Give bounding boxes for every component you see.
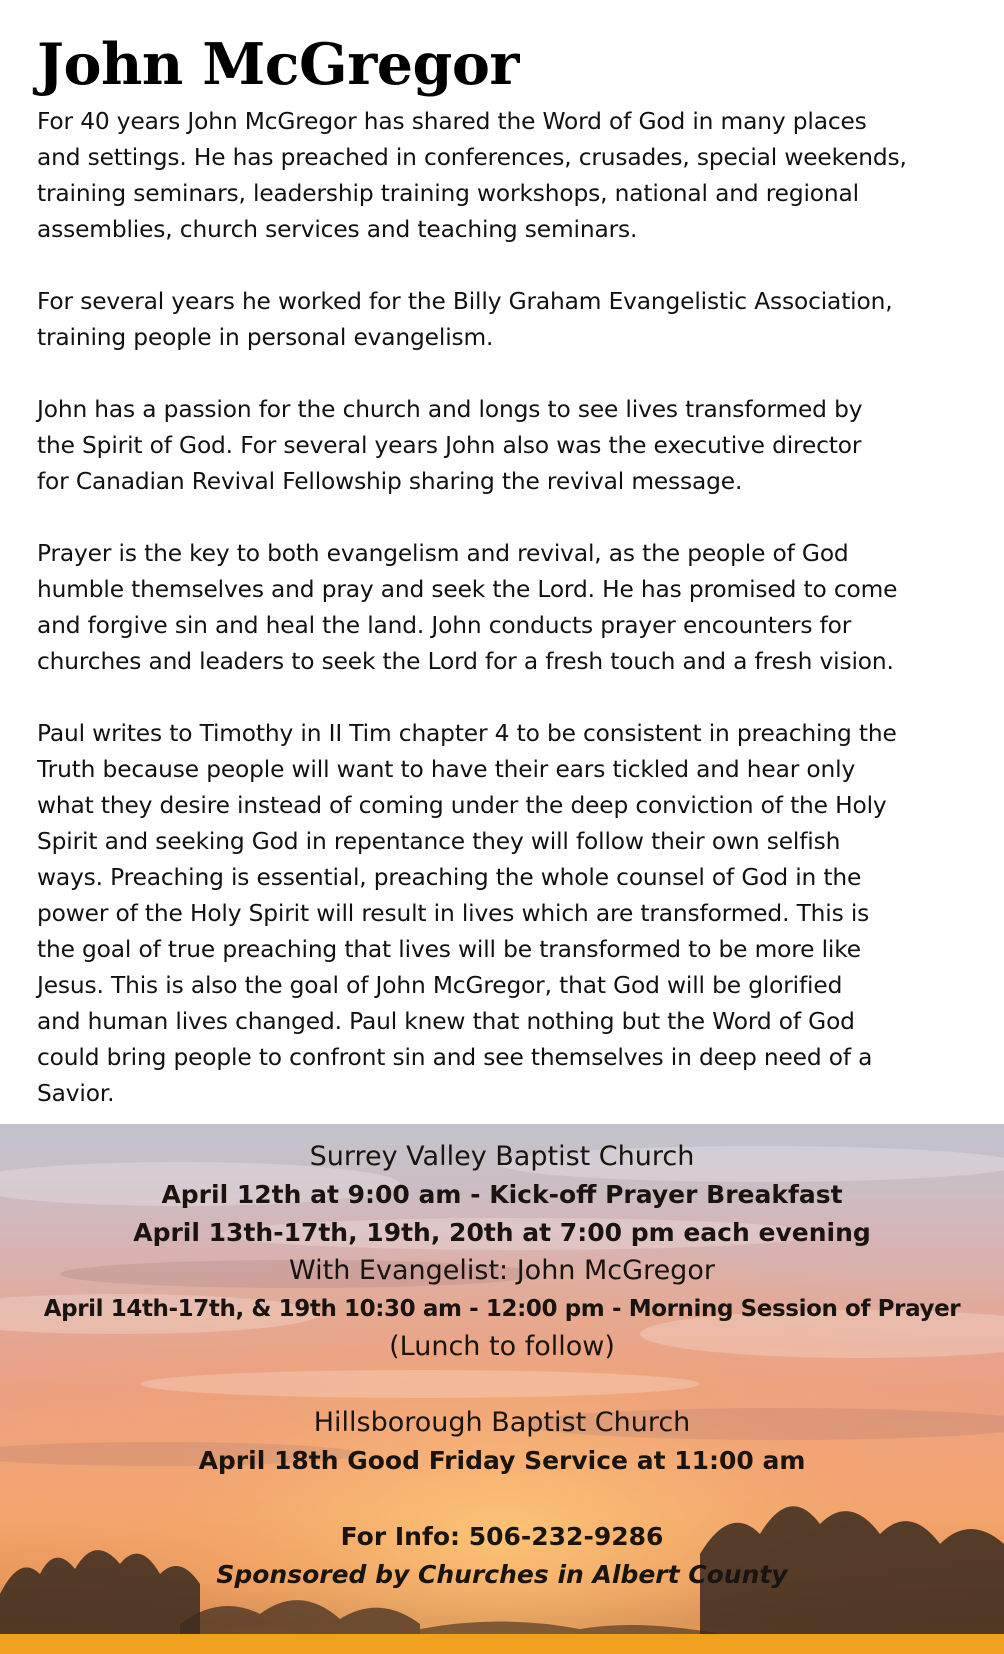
sponsor-line: Sponsored by Churches in Albert County <box>216 1560 788 1589</box>
spacer <box>0 1366 1004 1404</box>
bio-line: Jesus. This is also the goal of John McGregor, that God will be glorified <box>37 972 843 999</box>
bio-line: Prayer is the key to both evangelism and revival, as the people of God <box>37 540 849 567</box>
bio-line: Paul writes to Timothy in II Tim chapter 4 to be consistent in preaching the <box>37 720 897 747</box>
bio-paragraph <box>37 392 997 500</box>
bio-line: assemblies, church services and teaching seminars. <box>37 216 638 243</box>
church-name-2: Hillsborough Baptist Church <box>313 1407 691 1438</box>
bio-line: the Spirit of God. For several years John also was the executive director <box>37 432 862 459</box>
bio-line: what they desire instead of coming under the deep conviction of the Holy <box>37 792 887 819</box>
bio-paragraph <box>37 716 997 1112</box>
spacer <box>0 1480 1004 1518</box>
bio-paragraph <box>37 536 997 680</box>
bio-line: Truth because people will want to have their ears tickled and hear only <box>37 756 856 783</box>
bio-line: the goal of true preaching that lives will be transformed to be more like <box>37 936 861 963</box>
info-phone: For Info: 506-232-9286 <box>340 1522 664 1551</box>
bio-line: and human lives changed. Paul knew that nothing but the Word of God <box>37 1008 855 1035</box>
bio-line: ways. Preaching is essential, preaching the whole counsel of God in the <box>37 864 862 891</box>
bio-line: Spirit and seeking God in repentance they will follow their own selfish <box>37 828 841 855</box>
bio-line: training seminars, leadership training workshops, national and regional <box>37 180 859 207</box>
biography <box>37 104 997 1148</box>
page-title: John McGregor <box>37 31 519 98</box>
lunch-note: (Lunch to follow) <box>389 1331 615 1362</box>
evangelist-name: With Evangelist: John McGregor <box>289 1255 715 1286</box>
bio-line: For several years he worked for the Billy Graham Evangelistic Association, <box>37 288 893 315</box>
church-name: Surrey Valley Baptist Church <box>309 1141 695 1172</box>
bio-line: training people in personal evangelism. <box>37 324 494 351</box>
bio-paragraph <box>37 284 997 356</box>
bio-line: could bring people to confront sin and see themselves in deep need of a <box>37 1044 873 1071</box>
bio-line: Savior. <box>37 1080 115 1107</box>
morning-prayer-sessions: April 14th-17th, & 19th 10:30 am - 12:00 pm - Morning Session of Prayer <box>43 1296 961 1322</box>
bio-line: humble themselves and pray and seek the Lord. He has promised to come <box>37 576 898 603</box>
bio-line: John has a passion for the church and longs to see lives transformed by <box>37 396 863 423</box>
bio-line: and forgive sin and heal the land. John conducts prayer encounters for <box>37 612 852 639</box>
bio-line: churches and leaders to seek the Lord for a fresh touch and a fresh vision. <box>37 648 894 675</box>
bio-line: For 40 years John McGregor has shared the Word of God in many places <box>37 108 867 135</box>
good-friday-service: April 18th Good Friday Service at 11:00 am <box>198 1446 806 1475</box>
bio-line: power of the Holy Spirit will result in lives which are transformed. This is <box>37 900 870 927</box>
horizon-band <box>0 1634 1004 1654</box>
bio-paragraph <box>37 104 997 248</box>
event-details <box>0 1138 1004 1594</box>
breakfast-event: April 12th at 9:00 am - Kick-off Prayer Breakfast <box>161 1180 843 1209</box>
evening-services: April 13th-17th, 19th, 20th at 7:00 pm each evening <box>133 1218 871 1247</box>
bio-line: and settings. He has preached in conferences, crusades, special weekends, <box>37 144 907 171</box>
sunset-event-banner <box>0 1124 1004 1654</box>
bio-line: for Canadian Revival Fellowship sharing the revival message. <box>37 468 743 495</box>
